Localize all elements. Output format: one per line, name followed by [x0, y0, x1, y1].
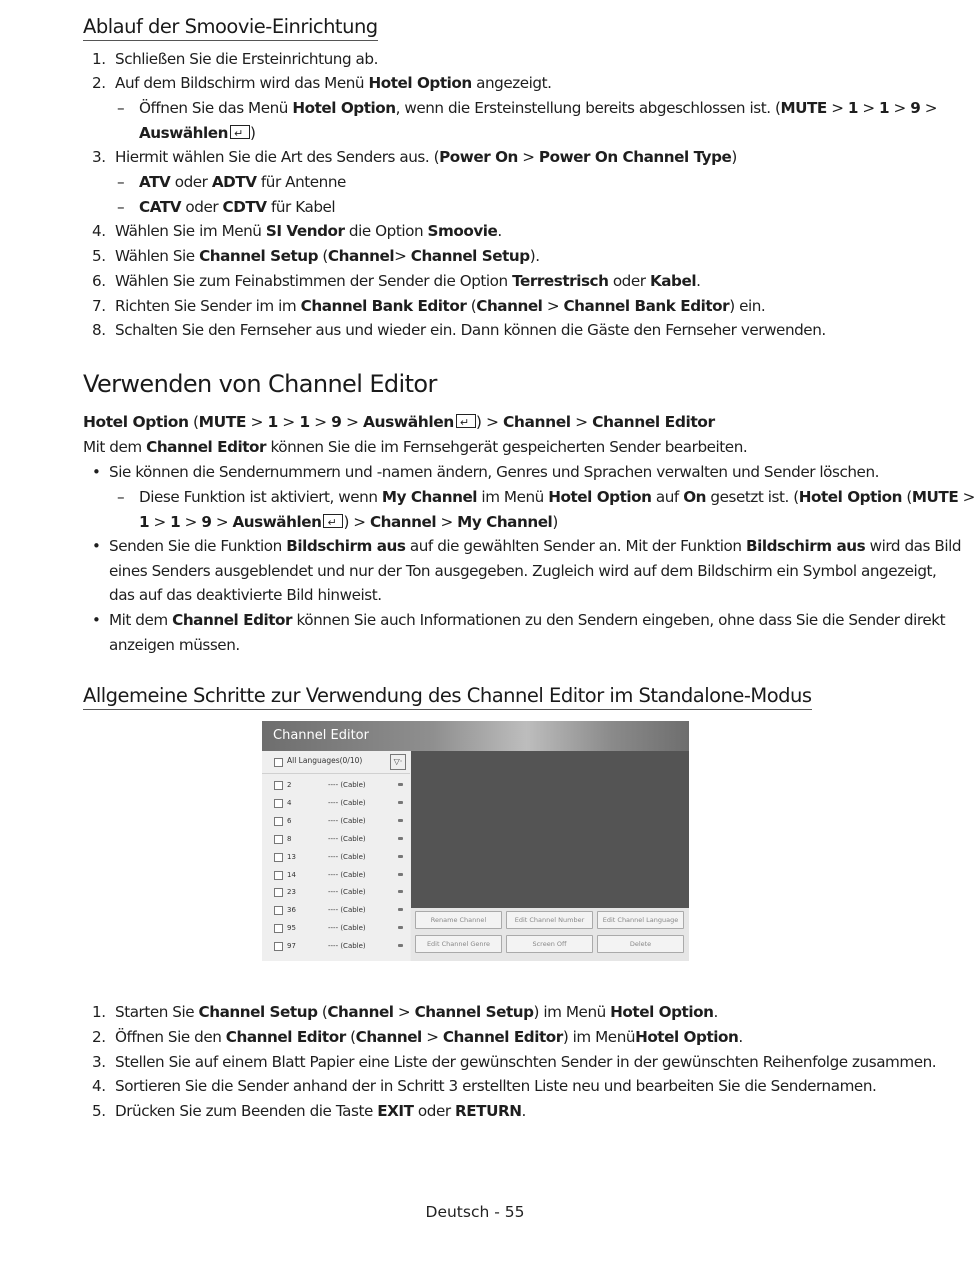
step-7-text: Richten Sie Sender im im Channel Bank Editor (Channel > Channel Bank Editor) ein.: [115, 297, 766, 315]
channel-editor-title-bar: [262, 721, 689, 751]
channel-name: ---- (Cable): [328, 906, 366, 915]
enter-key-icon: [323, 514, 343, 528]
tv-icon: [398, 801, 403, 804]
channel-row[interactable]: [262, 884, 410, 902]
channel-name: ---- (Cable): [328, 852, 366, 861]
channel-number: 8: [287, 834, 292, 843]
channel-number: 23: [287, 888, 296, 897]
heading-channel-editor: Verwenden von Channel Editor: [83, 370, 437, 398]
enter-key-icon: [230, 125, 250, 139]
channel-checkbox[interactable]: [274, 781, 283, 790]
tv-icon: [398, 926, 403, 929]
step-8-text: Schalten Sie den Fernseher aus und wieder ein. Dann können die Gäste den Fernseher verwenden.: [115, 321, 826, 339]
bullet-2-line3: das auf das deaktivierte Bild hinweist.: [109, 586, 382, 604]
channel-row[interactable]: [262, 813, 410, 831]
step-number: 5.: [92, 1102, 106, 1120]
enter-key-icon: [456, 414, 476, 428]
standalone-step-5: Drücken Sie zum Beenden die Taste EXIT oder RETURN.: [115, 1102, 526, 1120]
channel-row[interactable]: [262, 938, 410, 956]
edit-channel-number-button[interactable]: Edit Channel Number: [506, 911, 593, 929]
bullet-1-note-line1: Diese Funktion ist aktiviert, wenn My Channel im Menü Hotel Option auf On gesetzt ist. (Hotel Option (MUTE >: [139, 488, 975, 506]
tv-icon: [398, 855, 403, 858]
step-3-cable: CATV oder CDTV für Kabel: [139, 198, 336, 216]
all-languages-checkbox[interactable]: [274, 758, 283, 767]
channel-editor-title: Channel Editor: [273, 728, 369, 743]
step-number: 2.: [92, 74, 106, 92]
bullet-3-line1: Mit dem Channel Editor können Sie auch Informationen zu den Sendern eingeben, ohne dass Sie die Sender direkt: [109, 611, 946, 629]
step-6-text: Wählen Sie zum Feinabstimmen der Sender die Option Terrestrisch oder Kabel.: [115, 272, 701, 290]
dash-marker: –: [117, 488, 125, 506]
channel-name: ---- (Cable): [328, 942, 366, 951]
channel-checkbox[interactable]: [274, 906, 283, 915]
tv-icon: [398, 819, 403, 822]
tv-icon: [398, 890, 403, 893]
step-3-antenna: ATV oder ADTV für Antenne: [139, 173, 346, 191]
channel-preview-area: [411, 751, 689, 908]
menu-path: Hotel Option (MUTE > 1 > 1 > 9 > Auswählen↵ ) > Channel > Channel Editor: [83, 410, 715, 435]
step-number: 7.: [92, 297, 106, 315]
channel-editor-screenshot: [262, 721, 689, 961]
intro-text: Mit dem Channel Editor können Sie die im Fernsehgerät gespeicherten Sender bearbeiten.: [83, 438, 748, 456]
dash-marker: –: [117, 173, 125, 191]
channel-row[interactable]: [262, 902, 410, 920]
step-number: 3.: [92, 148, 106, 166]
channel-number: 6: [287, 816, 292, 825]
edit-channel-language-button[interactable]: Edit Channel Language: [597, 911, 684, 929]
channel-number: 36: [287, 906, 296, 915]
channel-number: 13: [287, 852, 296, 861]
channel-row[interactable]: [262, 867, 410, 885]
channel-name: ---- (Cable): [328, 798, 366, 807]
tv-icon: [398, 944, 403, 947]
channel-number: 4: [287, 798, 292, 807]
channel-list-panel: [262, 751, 410, 961]
channel-row[interactable]: [262, 849, 410, 867]
rename-channel-button[interactable]: Rename Channel: [415, 911, 502, 929]
bullet-1-note-line2: 1 > 1 > 9 > Auswählen↵ ) > Channel > My Channel): [139, 510, 558, 535]
channel-number: 14: [287, 870, 296, 879]
channel-row[interactable]: [262, 920, 410, 938]
channel-name: ---- (Cable): [328, 888, 366, 897]
bullet-marker: •: [92, 463, 101, 481]
channel-checkbox[interactable]: [274, 835, 283, 844]
channel-list-header: [262, 751, 410, 774]
step-3-text: Hiermit wählen Sie die Art des Senders aus. (Power On > Power On Channel Type): [115, 148, 737, 166]
step-number: 3.: [92, 1053, 106, 1071]
channel-row[interactable]: [262, 777, 410, 795]
tv-icon: [398, 873, 403, 876]
standalone-step-2: Öffnen Sie den Channel Editor (Channel > Channel Editor) im MenüHotel Option.: [115, 1028, 743, 1046]
channel-row[interactable]: [262, 795, 410, 813]
bullet-2-line2: eines Senders ausgeblendet und nur der Ton ausgegeben. Zugleich wird auf dem Bildschirm ein Symbol angezeigt,: [109, 562, 937, 580]
tv-icon: [398, 837, 403, 840]
channel-checkbox[interactable]: [274, 942, 283, 951]
standalone-step-1: Starten Sie Channel Setup (Channel > Channel Setup) im Menü Hotel Option.: [115, 1003, 718, 1021]
bullet-1-text: Sie können die Sendernummern und -namen ändern, Genres und Sprachen verwalten und Sender löschen.: [109, 463, 880, 481]
channel-number: 97: [287, 942, 296, 951]
heading-standalone-steps: Allgemeine Schritte zur Verwendung des Channel Editor im Standalone-Modus: [83, 684, 812, 710]
step-2-note-line1: Öffnen Sie das Menü Hotel Option, wenn die Ersteinstellung bereits abgeschlossen ist. (MUTE > 1 > 1 > 9 >: [139, 99, 937, 117]
channel-checkbox[interactable]: [274, 924, 283, 933]
tv-icon: [398, 908, 403, 911]
channel-number: 95: [287, 924, 296, 933]
bullet-2-line1: Senden Sie die Funktion Bildschirm aus auf die gewählten Sender an. Mit der Funktion Bildschirm aus wird das Bild: [109, 537, 962, 555]
all-languages-label: All Languages(0/10): [287, 756, 363, 765]
step-2-text: Auf dem Bildschirm wird das Menü Hotel Option angezeigt.: [115, 74, 552, 92]
step-5-text: Wählen Sie Channel Setup (Channel> Channel Setup).: [115, 247, 540, 265]
channel-name: ---- (Cable): [328, 781, 366, 789]
dash-marker: –: [117, 99, 125, 117]
channel-name: ---- (Cable): [328, 870, 366, 879]
channel-checkbox[interactable]: [274, 853, 283, 862]
channel-checkbox[interactable]: [274, 888, 283, 897]
step-number: 5.: [92, 247, 106, 265]
step-4-text: Wählen Sie im Menü SI Vendor die Option Smoovie.: [115, 222, 502, 240]
standalone-step-4: Sortieren Sie die Sender anhand der in Schritt 3 erstellten Liste neu und bearbeiten Sie die Sendernamen.: [115, 1077, 877, 1095]
filter-icon[interactable]: ▽·: [390, 754, 406, 770]
step-number: 2.: [92, 1028, 106, 1046]
channel-name: ---- (Cable): [328, 816, 366, 825]
channel-editor-buttons: [411, 908, 689, 961]
channel-checkbox[interactable]: [274, 799, 283, 808]
step-number: 1.: [92, 50, 106, 68]
edit-channel-genre-button[interactable]: Edit Channel Genre: [415, 935, 502, 953]
bullet-marker: •: [92, 611, 101, 629]
channel-name: ---- (Cable): [328, 924, 366, 933]
channel-checkbox[interactable]: [274, 817, 283, 826]
channel-name: ---- (Cable): [328, 834, 366, 843]
step-1-text: Schließen Sie die Ersteinrichtung ab.: [115, 50, 378, 68]
screen-off-button[interactable]: Screen Off: [506, 935, 593, 953]
tv-icon: [398, 783, 403, 786]
delete-button[interactable]: Delete: [597, 935, 684, 953]
standalone-step-3: Stellen Sie auf einem Blatt Papier eine Liste der gewünschten Sender in der gewünschten Reihenfolge zusammen.: [115, 1053, 937, 1071]
step-number: 8.: [92, 321, 106, 339]
step-number: 1.: [92, 1003, 106, 1021]
step-2-note-line2: Auswählen↵ ): [139, 121, 255, 146]
channel-number: 2: [287, 781, 292, 789]
step-number: 6.: [92, 272, 106, 290]
dash-marker: –: [117, 198, 125, 216]
bullet-marker: •: [92, 537, 101, 555]
channel-checkbox[interactable]: [274, 871, 283, 880]
channel-row[interactable]: [262, 831, 410, 849]
heading-smoovie-setup: Ablauf der Smoovie-Einrichtung: [83, 15, 378, 41]
step-number: 4.: [92, 1077, 106, 1095]
page-footer: Deutsch - 55: [425, 1203, 525, 1221]
step-number: 4.: [92, 222, 106, 240]
bullet-3-line2: anzeigen müssen.: [109, 636, 240, 654]
